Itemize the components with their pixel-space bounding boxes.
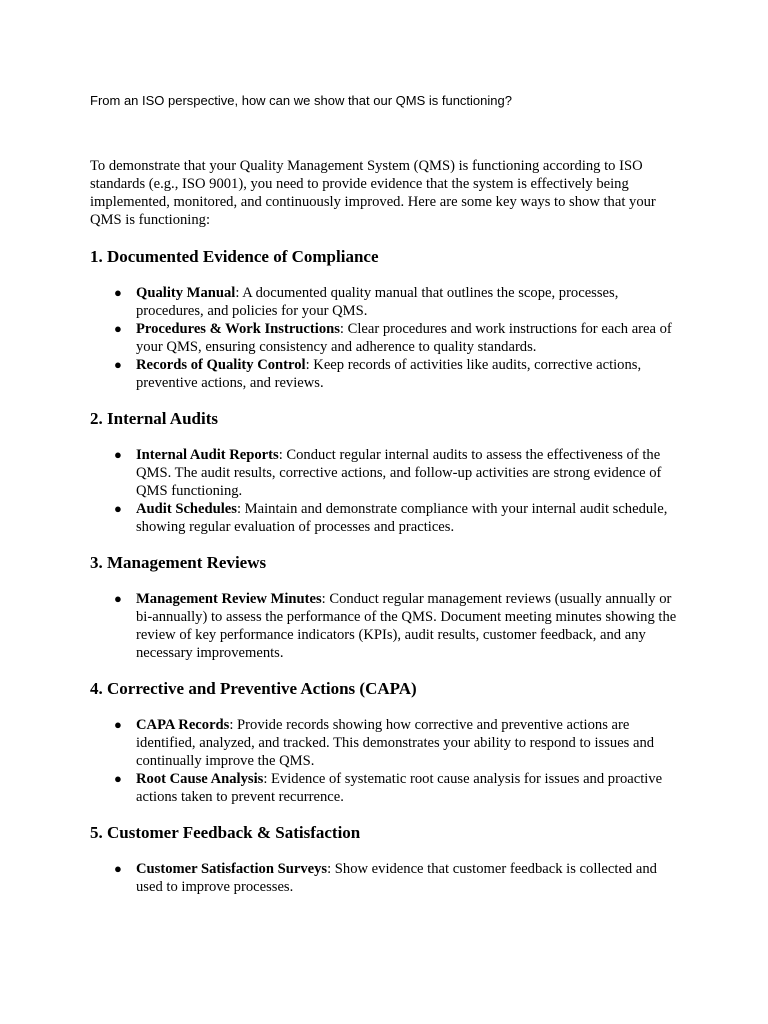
item-term: Root Cause Analysis: [136, 771, 264, 787]
list-item: [114, 500, 686, 536]
bullet-icon: ●: [114, 771, 122, 786]
section-list: [90, 590, 686, 662]
section-list: [90, 284, 686, 392]
item-term: Management Review Minutes: [136, 591, 322, 607]
item-text: : Conduct regular internal audits to assess the effectiveness of the QMS. The audit results, corrective actions, and follow-up activities are strong evidence of QMS functioning.: [136, 447, 662, 499]
list-item: [114, 770, 686, 806]
item-term: Quality Manual: [136, 285, 236, 301]
bullet-icon: ●: [114, 321, 122, 336]
bullet-icon: ●: [114, 717, 122, 732]
section-list: [90, 716, 686, 806]
question-text: From an ISO perspective, how can we show that our QMS is functioning?: [90, 93, 512, 108]
intro-paragraph: To demonstrate that your Quality Management System (QMS) is functioning according to ISO standards (e.g., ISO 9001), you need to provide evidence that the system is effectively being implemented, monitored, and continuously improved. Here are some key ways to show that your QMS is functioning:: [90, 158, 656, 228]
item-term: Audit Schedules: [136, 501, 237, 517]
item-text: : A documented quality manual that outlines the scope, processes, procedures, and policies for your QMS.: [136, 285, 619, 319]
bullet-icon: ●: [114, 861, 122, 876]
item-text: : Keep records of activities like audits, corrective actions, preventive actions, and reviews.: [136, 357, 642, 391]
answer-body: [90, 157, 686, 913]
section-heading: 2. Internal Audits: [90, 409, 218, 428]
section-heading: 4. Corrective and Preventive Actions (CAPA): [90, 679, 417, 698]
item-text: : Evidence of systematic root cause analysis for issues and proactive actions taken to prevent recurrence.: [136, 771, 663, 805]
bullet-icon: ●: [114, 447, 122, 462]
section-heading: 3. Management Reviews: [90, 553, 267, 572]
section-list: [90, 446, 686, 536]
list-item: [114, 446, 686, 500]
list-item: [114, 590, 686, 662]
bullet-icon: ●: [114, 357, 122, 372]
list-item: [114, 284, 686, 320]
list-item: [114, 716, 686, 770]
item-term: Customer Satisfaction Surveys: [136, 861, 328, 877]
item-text: : Conduct regular management reviews (usually annually or bi-annually) to assess the performance of the QMS. Document meeting minutes showing the review of key performance indicators (KPIs), audit results, customer feedback, and any necessary improvements.: [136, 591, 677, 661]
item-text: : Show evidence that customer feedback is collected and used to improve processes.: [136, 861, 657, 895]
section-heading: 1. Documented Evidence of Compliance: [90, 247, 379, 266]
section-heading: 5. Customer Feedback & Satisfaction: [90, 823, 361, 842]
section-list: [90, 860, 686, 896]
list-item: [114, 320, 686, 356]
item-term: CAPA Records: [136, 717, 230, 733]
list-item: [114, 860, 686, 896]
item-term: Procedures & Work Instructions: [136, 321, 340, 337]
item-term: Internal Audit Reports: [136, 447, 279, 463]
item-text: : Maintain and demonstrate compliance with your internal audit schedule, showing regular evaluation of processes and practices.: [136, 501, 668, 535]
item-term: Records of Quality Control: [136, 357, 306, 373]
list-item: [114, 356, 686, 392]
bullet-icon: ●: [114, 285, 122, 300]
item-text: : Clear procedures and work instructions for each area of your QMS, ensuring consistency and adherence to quality standards.: [136, 321, 672, 355]
bullet-icon: ●: [114, 501, 122, 516]
bullet-icon: ●: [114, 591, 122, 606]
item-text: : Provide records showing how corrective and preventive actions are identified, analyzed, and tracked. This demonstrates your ability to respond to issues and continually improve the QMS.: [136, 717, 655, 769]
